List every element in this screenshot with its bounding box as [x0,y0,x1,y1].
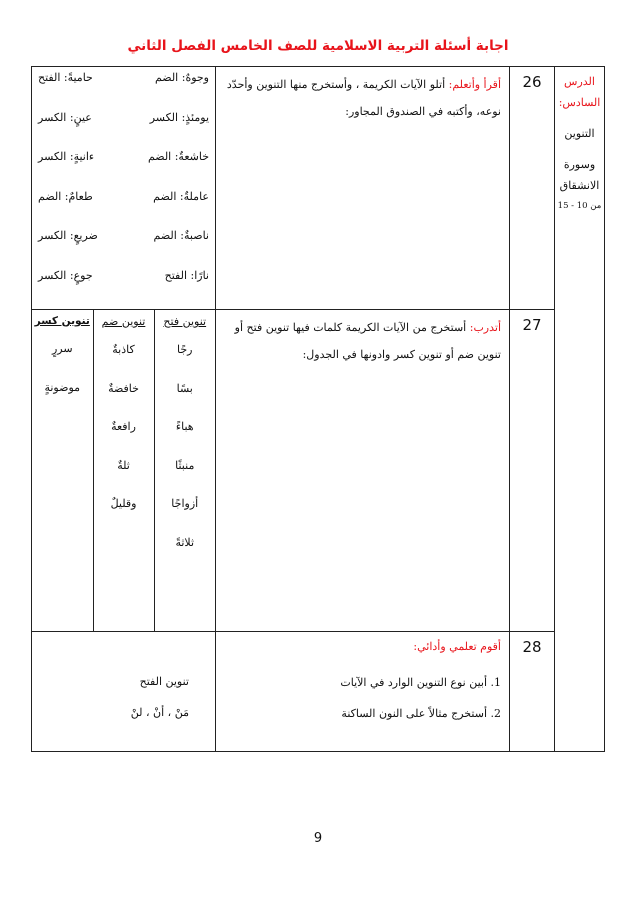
lesson-topic: التنوين [564,127,595,140]
fath-word: بسًا [176,381,193,395]
fath-column [154,310,215,631]
question-number: 26 [522,73,542,91]
kasr-column [32,310,93,631]
lesson-cell [555,67,605,752]
answer-item: تنوين الفتح [139,675,189,688]
kasr-header: تنوين كسر [34,315,90,327]
question-cell [216,310,510,632]
question-label: أقرأ وأتعلم: [448,78,501,91]
page-title: اجابة أسئلة التربية الاسلامية للصف الخامس الفصل الثاني [127,38,509,54]
damm-word: خافضةٌ [108,381,139,395]
answer-row [38,71,209,111]
question-label: أقوم تعلمي وأدائي: [413,640,501,653]
answer-item: ءانيةٍ: الكسر [38,150,95,163]
answer-item: خاشعةٌ: الضم [147,150,209,163]
lesson-surah-name: الانشقاق [559,179,600,192]
damm-word: رافعةٌ [111,420,136,433]
answer-cell [32,310,216,632]
tanween-table [32,310,215,631]
answer-item: مَنْ ، أنْ ، لنْ [130,706,189,719]
answer-cell [32,632,216,752]
answer-row [38,229,209,269]
page-number: 9 [313,831,323,846]
question-number-cell [510,67,555,310]
question-number: 28 [522,638,542,656]
answer-item: يومئذٍ: الكسر [149,110,209,124]
question-number: 27 [522,316,542,334]
question-item: 2. أستخرج مثالاً على النون الساكنة [341,707,501,720]
damm-word: وقليلٌ [110,497,137,510]
lesson-verses: من 10 - 15 [557,201,602,211]
answer-row [38,111,209,151]
answer-item: ضريعٍ: الكسر [38,229,98,242]
lesson-table [31,66,605,752]
fath-word: هباءً [175,420,194,433]
lesson-ordinal: السادس: [558,96,601,109]
fath-word: أزواجًا [171,497,199,510]
answer-item: عينٍ: الكسر [38,110,92,124]
fath-word: ثلاثةً [175,535,195,549]
question-number-cell [510,310,555,632]
answer-item: طعامٌ: الضم [38,189,93,203]
answer-item: نارًا: الفتح [164,268,209,282]
answer-item: حاميةً: الفتح [38,71,93,84]
question-text: أتلو الآيات الكريمة ، وأستخرج منها التنوين وأحدّد نوعه، وأكتبه في الصندوق المجاور: [226,78,501,118]
kasr-word: موضونةٍ [44,380,81,394]
question-text: أستخرج من الآيات الكريمة كلمات فيها تنوين فتح أو تنوين ضم أو تنوين كسر وادونها في الجدول: [234,321,501,361]
question-label: أتدرب: [469,321,501,334]
damm-word: كاذبةٌ [112,343,135,356]
question-cell [216,67,510,310]
answer-item: جوعٍ: الكسر [38,268,93,282]
question-cell [216,632,510,752]
fath-word: منبثًا [175,458,195,472]
damm-header: تنوين ضم [101,315,146,328]
question-number-cell [510,632,555,752]
damm-word: ثلةٌ [117,458,130,472]
answer-item: عاملةٌ: الضم [153,189,209,203]
answer-item: ناصبةٌ: الضم [153,229,209,242]
answer-row [38,269,209,309]
damm-column [93,310,154,631]
answer-row [38,190,209,230]
answer-item: وجوهٌ: الضم [154,71,209,84]
answer-cell [32,67,216,310]
lesson-label: الدرس [564,75,595,88]
answer-row [38,150,209,190]
fath-word: رجًا [177,343,193,356]
lesson-surah: وسورة [563,158,596,171]
kasr-word: سررٍ [51,342,73,355]
question-item: 1. أبين نوع التنوين الوارد في الآيات [340,676,501,689]
fath-header: تنوين فتح [163,315,207,328]
